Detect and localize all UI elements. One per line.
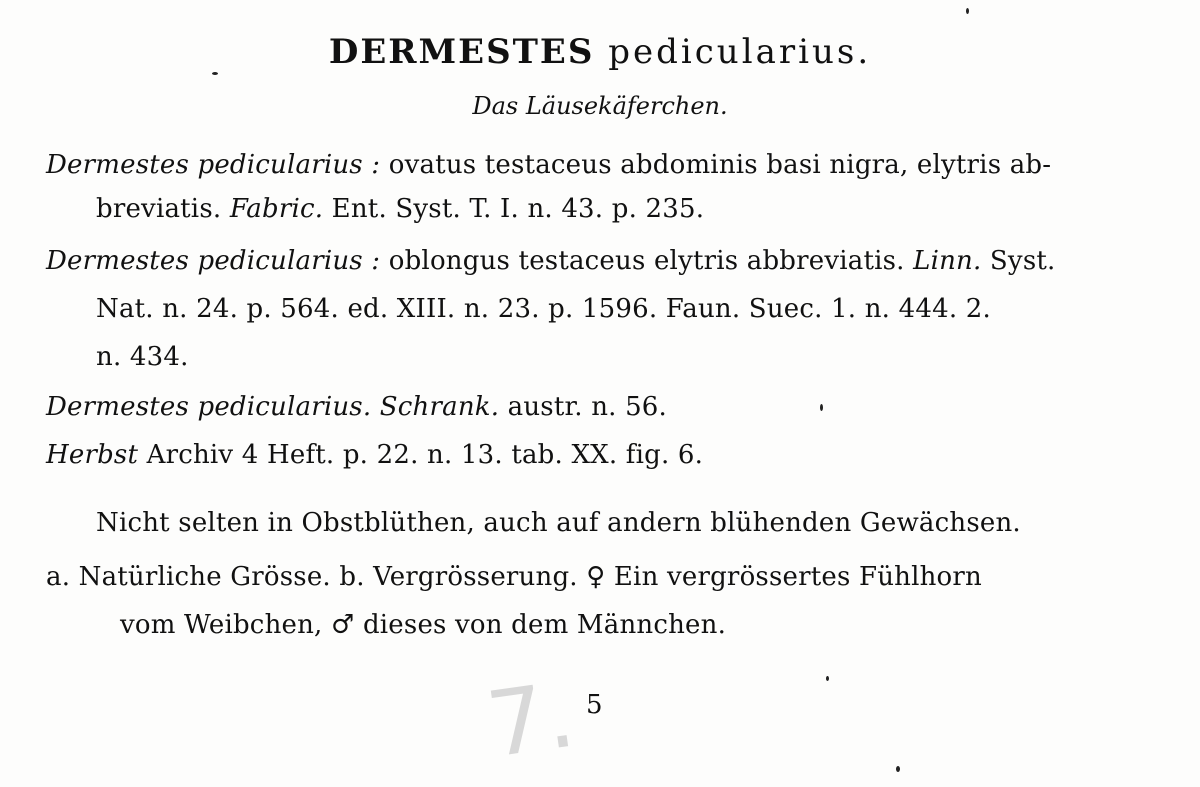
- reference-1-line-2: [96, 194, 704, 224]
- reference-1-citation: Ent. Syst. T. I. n. 43. p. 235.: [331, 194, 705, 224]
- reference-2-line-1: [46, 246, 1055, 276]
- figure-legend-line-1: a. Natürliche Grösse. b. Vergrösserung. ♀ Ein vergrössertes Fühlhorn: [46, 562, 982, 592]
- page-number: 5: [586, 690, 603, 720]
- handwritten-number: 7.: [481, 662, 581, 779]
- reference-4-line: [46, 440, 703, 470]
- reference-2-line-3: n. 434.: [96, 342, 189, 372]
- reference-4-citation: Archiv 4 Heft. p. 22. n. 13. tab. XX. fig. 6.: [146, 440, 704, 470]
- reference-1-text-a: breviatis.: [96, 194, 222, 224]
- paper-speck: [826, 676, 829, 681]
- reference-2-line-2: Nat. n. 24. p. 564. ed. XIII. n. 23. p. 1596. Faun. Suec. 1. n. 444. 2.: [96, 294, 991, 324]
- genus-name: DERMESTES: [328, 32, 595, 72]
- reference-2-author: Linn.: [913, 246, 982, 276]
- reference-4-author: Herbst: [46, 440, 139, 470]
- reference-2-description: oblongus testaceus elytris abbreviatis.: [388, 246, 905, 276]
- paper-speck: [212, 72, 218, 75]
- reference-1-line-1: [46, 150, 1051, 180]
- species-title: [0, 32, 1200, 72]
- reference-1-description: ovatus testaceus abdominis basi nigra, elytris ab-: [388, 150, 1052, 180]
- reference-3-citation: austr. n. 56.: [507, 392, 668, 422]
- common-name-subtitle: Das Läusekäferchen.: [472, 92, 728, 120]
- habitat-text: Nicht selten in Obstblüthen, auch auf andern blühenden Gewächsen.: [96, 508, 1021, 538]
- paper-speck: [820, 404, 823, 411]
- paper-speck: [966, 8, 969, 14]
- reference-2-name: Dermestes pedicularius :: [46, 246, 381, 276]
- species-name: pedicularius.: [608, 32, 872, 72]
- reference-2-description-end: Syst.: [989, 246, 1056, 276]
- figure-legend-line-2: vom Weibchen, ♂ dieses von dem Männchen.: [120, 610, 727, 640]
- reference-1-author: Fabric.: [229, 194, 324, 224]
- reference-3-author: Schrank.: [379, 392, 500, 422]
- reference-3-name: Dermestes pedicularius.: [46, 392, 372, 422]
- reference-3-line: [46, 392, 667, 422]
- reference-1-name: Dermestes pedicularius :: [46, 150, 381, 180]
- paper-speck: [896, 766, 900, 772]
